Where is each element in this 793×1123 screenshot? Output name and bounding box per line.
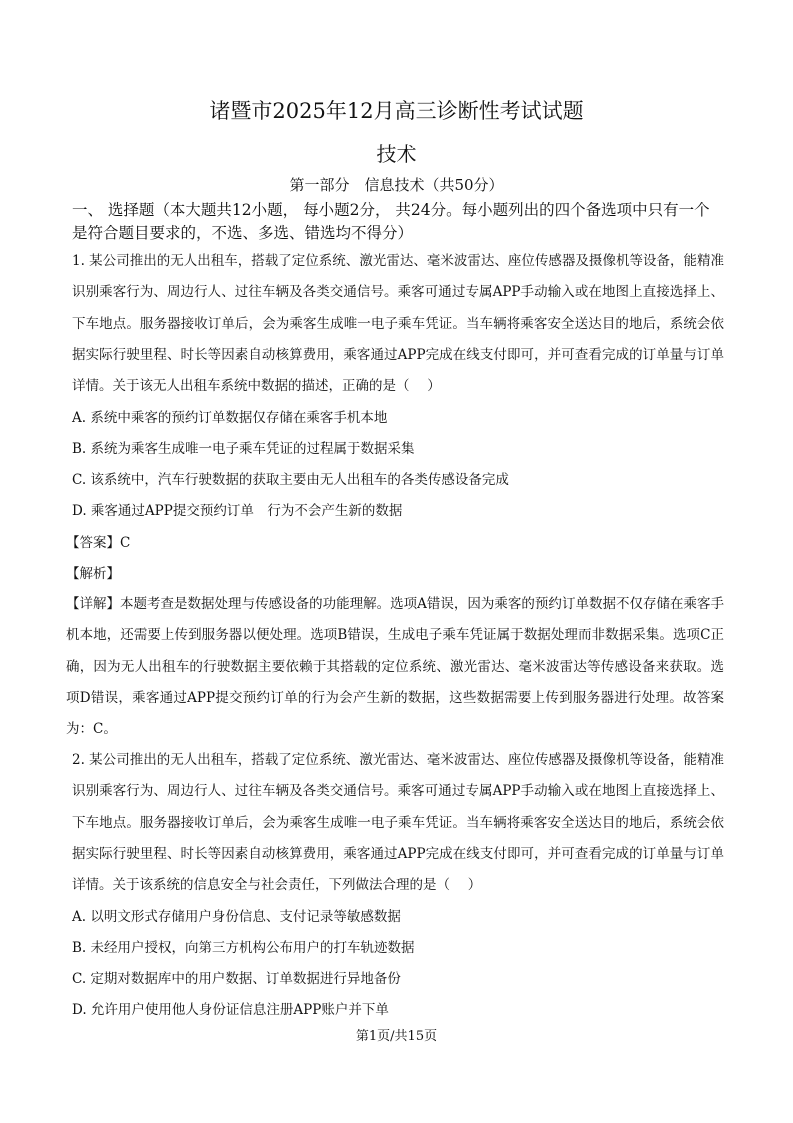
question-2-option-d: D. 允许用户使用他人身份证信息注册APP账户并下单 — [72, 1002, 389, 1018]
question-1-option-d: D. 乘客通过APP提交预约订单 行为不会产生新的数据 — [72, 503, 403, 519]
question-1-detail: 【详解】本题考查是数据处理与传感设备的功能理解。选项A错误，因为乘客的预约订单数据不仅存储在乘客手机本地，还需要上传到服务器以便处理。选项B错误，生成电子乘车凭证属于数据处理而非数据采集。选项C正确，因为无人出租车的行驶数据主要依赖于其搭载的定位系统、激光雷达、毫米波雷达等传感设备来获取。选项D错误，乘客通过APP提交预约订单的行为会产生新的数据，这些数据需要上传到服务器进行处理。故答案为：C。 — [66, 596, 724, 738]
question-1-stem: 1. 某公司推出的无人出租车，搭载了定位系统、激光雷达、毫米波雷达、座位传感器及摄像机等设备，能精准识别乘客行为、周边行人、过往车辆及各类交通信号。乘客可通过专属APP手动输入或在地图上直接选择上、下车地点。服务器接收订单后，会为乘客生成唯一电子乘车凭证。当车辆将乘客安全送达目的地后，系统会依据实际行驶里程、时长等因素自动核算费用，乘客通过APP完成在线支付即可，并可查看完成的订单量与订单详情。关于该无人出租车系统中数据的描述，正确的是（ ） — [72, 253, 724, 395]
question-2-stem: 2. 某公司推出的无人出租车，搭载了定位系统、激光雷达、毫米波雷达、座位传感器及摄像机等设备，能精准识别乘客行为、周边行人、过往车辆及各类交通信号。乘客可通过专属APP手动输入或在地图上直接选择上、下车地点。服务器接收订单后，会为乘客生成唯一电子乘车凭证。当车辆将乘客安全送达目的地后，系统会依据实际行驶里程、时长等因素自动核算费用，乘客通过APP完成在线支付即可，并可查看完成的订单量与订单详情。关于该系统的信息安全与社会责任，下列做法合理的是（ ） — [72, 752, 724, 894]
question-2-option-b: B. 未经用户授权，向第三方机构公布用户的打车轨迹数据 — [72, 940, 415, 956]
question-1-analysis-label: 【解析】 — [66, 566, 120, 582]
question-2-option-a: A. 以明文形式存储用户身份信息、支付记录等敏感数据 — [72, 909, 401, 925]
section-heading: 一、 选择题（本大题共12小题， 每小题2分， 共24分。每小题列出的四个备选项中只有一个是符合题目要求的，不选、多选、错选均不得分） — [72, 201, 710, 242]
page-number: 第1页/共15页 — [355, 1029, 438, 1044]
question-1-option-c: C. 该系统中，汽车行驶数据的获取主要由无人出租车的各类传感设备完成 — [72, 472, 509, 488]
question-1-option-b: B. 系统为乘客生成唯一电子乘车凭证的过程属于数据采集 — [72, 441, 415, 457]
question-1-answer: 【答案】C — [66, 535, 131, 551]
subject-title: 技术 — [376, 142, 417, 166]
part-heading: 第一部分 信息技术（共50分） — [289, 176, 504, 194]
question-2-option-c: C. 定期对数据库中的用户数据、订单数据进行异地备份 — [72, 971, 401, 987]
question-1-option-a: A. 系统中乘客的预约订单数据仅存储在乘客手机本地 — [72, 410, 388, 426]
exam-title: 诸暨市2025年12月高三诊断性考试试题 — [209, 99, 584, 123]
